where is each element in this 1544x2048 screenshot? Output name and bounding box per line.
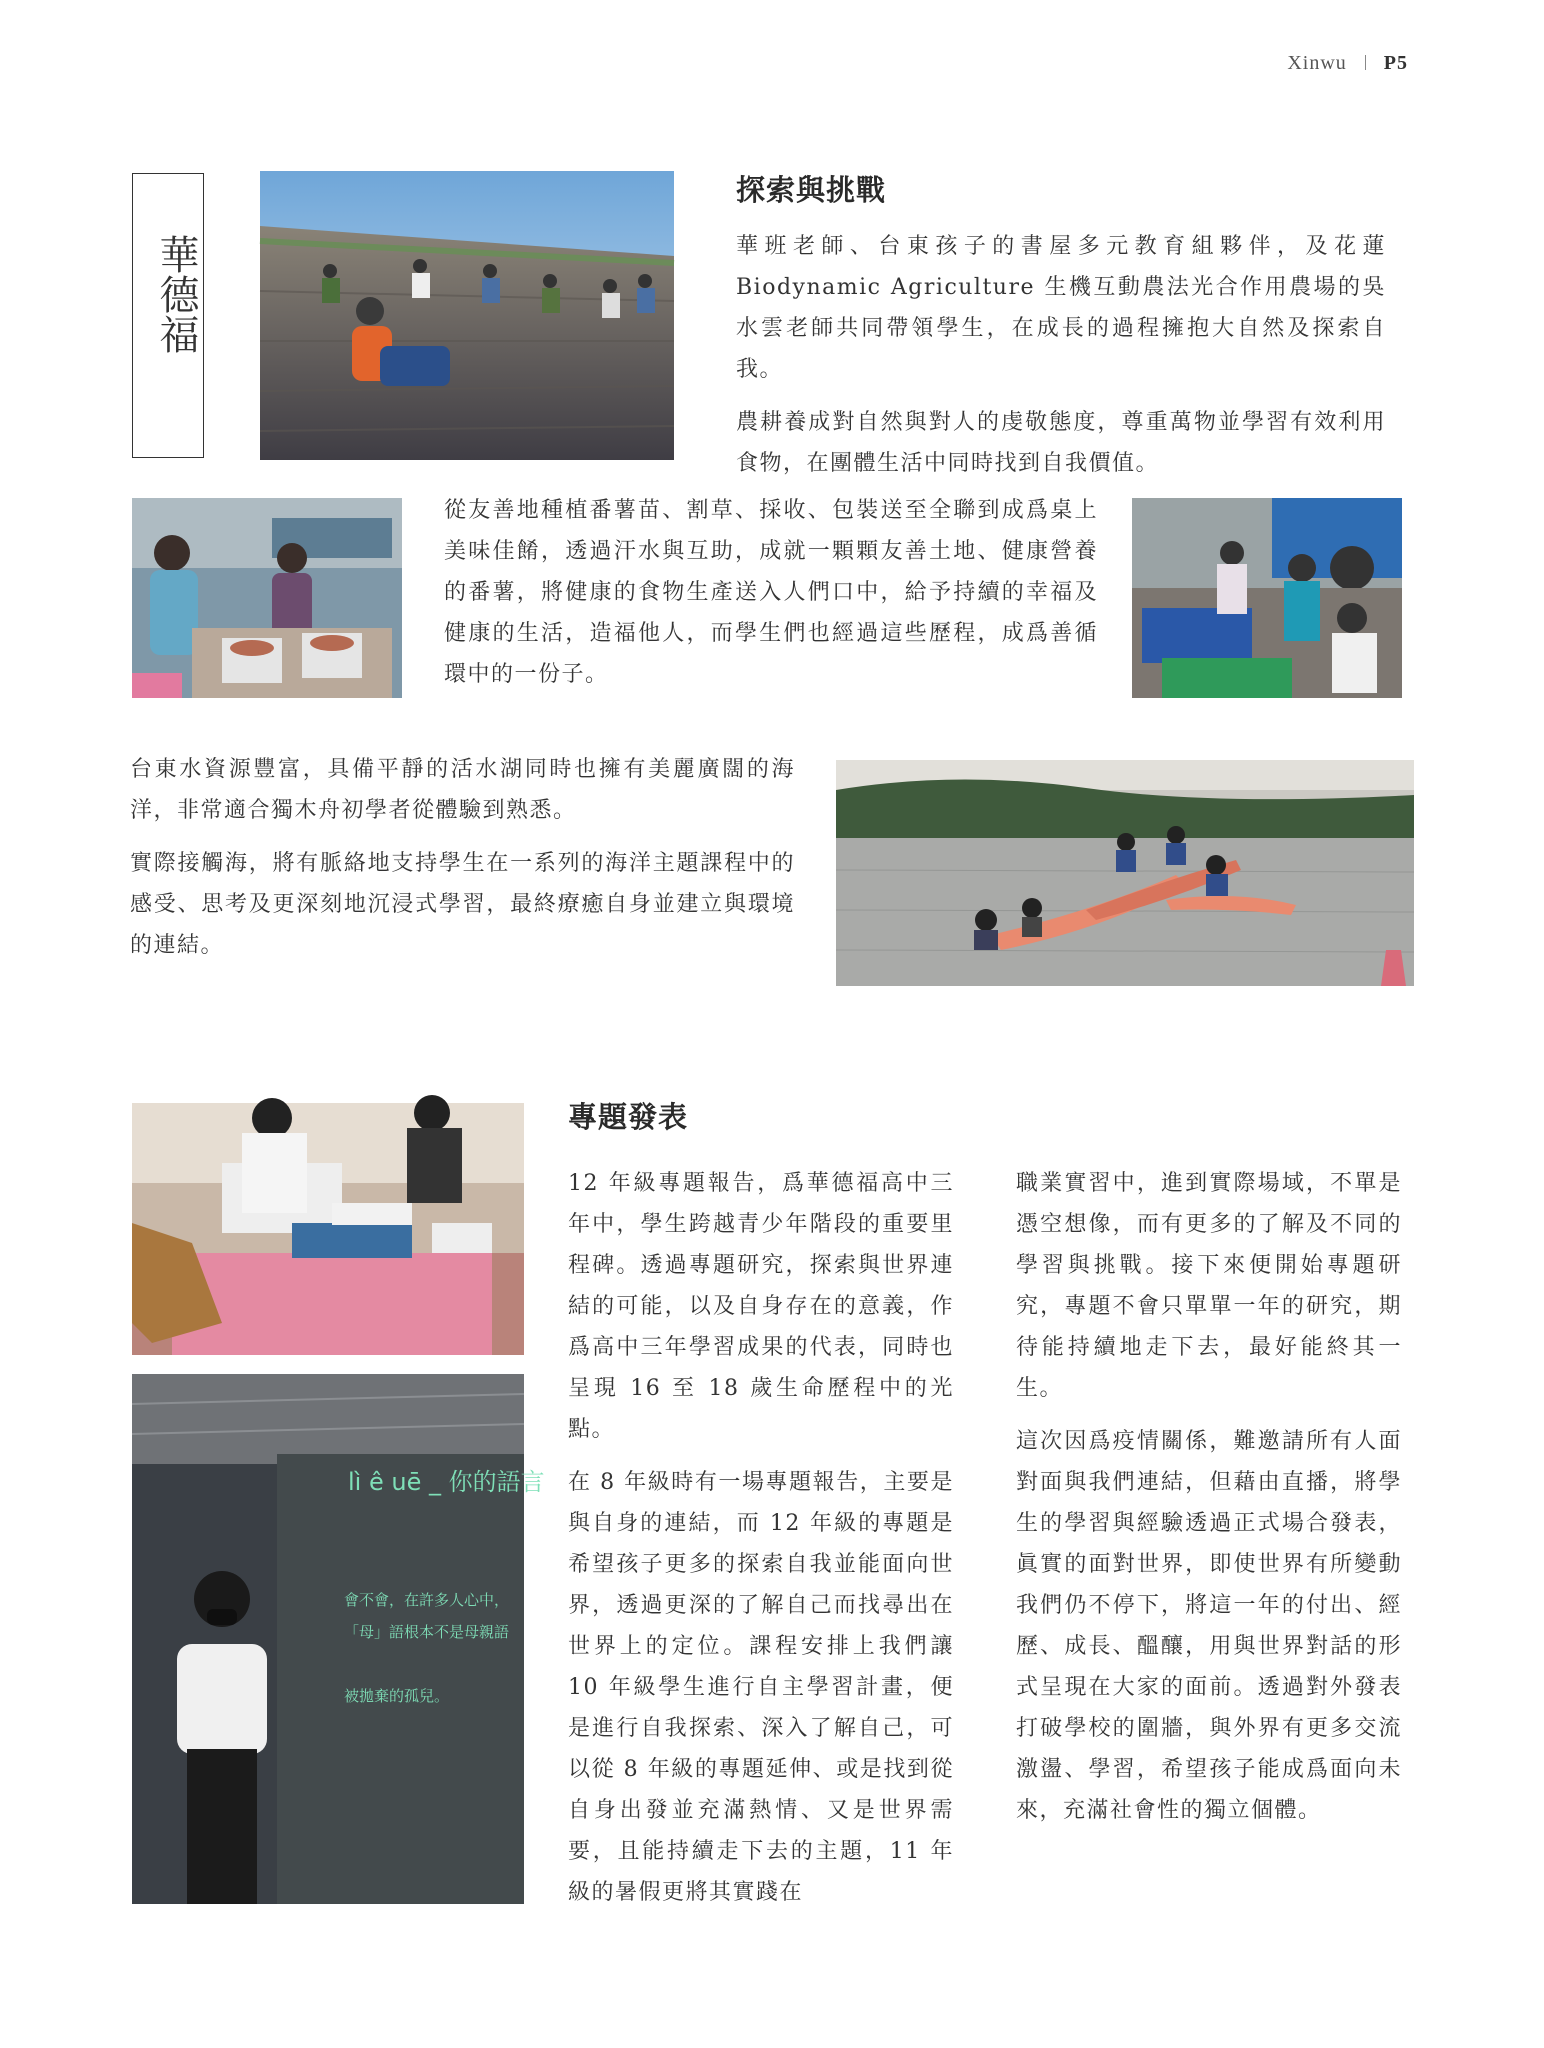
section1-paragraph-2: 農耕養成對自然與對人的虔敬態度，尊重萬物並學習有效利用食物，在團體生活中同時找到自我價值。 [736,410,1386,476]
slide-title: lì ê uē _ 你的語言 [348,1468,545,1496]
slide-text [344,1584,509,1712]
section2-body [444,490,1098,695]
section2-paragraph: 從友善地種植番薯苗、割草、採收、包裝送至全聯到成爲桌上美味佳餚，透過汗水與互助，成就一顆顆友善土地、健康營養的番薯，將健康的食物生產送入人們口中，給予持續的幸福及健康的生活，造福他人，而學生們也經過這些歷程，成爲善循環中的一份子。 [444,498,1098,687]
section1-body [736,226,1386,484]
section-title-explore: 探索與挑戰 [736,173,887,207]
kayaking-photo [836,760,1414,986]
header-divider [1365,55,1366,70]
page-number: P5 [1383,52,1408,74]
farming-field-photo [260,171,674,460]
school-title: 華德福 [153,234,199,354]
section4-column-2 [1016,1163,1402,1831]
school-title-box [132,173,204,458]
section1-paragraph-1: 華班老師、台東孩子的書屋多元教育組夥伴，及花蓮 Biodynamic Agriculture 生機互動農法光合作用農場的吳水雲老師共同帶領學生，在成長的過程擁抱大自然及探索自我。 [736,234,1386,382]
packing-photo [132,498,402,698]
section3-paragraph-1: 台東水資源豐富，具備平靜的活水湖同時也擁有美麗廣闊的海洋，非常適合獨木舟初學者從體驗到熟悉。 [130,757,795,823]
section3-paragraph-2: 實際接觸海，將有脈絡地支持學生在一系列的海洋主題課程中的感受、思考及更深刻地沉浸式學習，最終療癒自身並建立與環境的連結。 [130,851,795,958]
presentation-photo [132,1374,545,1904]
section4-col1-paragraph-2: 在 8 年級時有一場專題報告，主要是與自身的連結，而 12 年級的專題是希望孩子更多的探索自我並能面向世界，透過更深的了解自己而找尋出在世界上的定位。課程安排上我們讓 10 年級學生進行自主學習計畫，便是進行自我探索、深入了解自己，可以從 8 年級的專題延伸、或是找到從自身出發並充滿熱情、又是世界需要，且能持續走下去的主題，11 年級的暑假更將其實踐在 [568,1470,954,1905]
section-title-project: 專題發表 [568,1100,689,1134]
section4-col2-paragraph-1: 職業實習中，進到實際場域，不單是憑空想像，而有更多的了解及不同的學習與挑戰。接下來便開始專題研究，專題不會只單單一年的研究，期待能持續地走下去，最好能終其一生。 [1016,1171,1402,1401]
slide-line-3: 被拋棄的孤兒。 [344,1687,450,1705]
slide-line-1: 會不會，在許多人心中， [344,1591,510,1609]
page-header [1287,52,1408,75]
section4-col1-paragraph-1: 12 年級專題報告，爲華德福高中三年中，學生跨越青少年階段的重要里程碑。透過專題研究，探索與世界連結的可能，以及自身存在的意義，作爲高中三年學習成果的代表，同時也呈現 16 至 18 歲生命歷程中的光點。 [568,1171,954,1442]
exhibition-table-photo [132,1103,524,1355]
harvest-crates-photo [1132,498,1402,698]
section3-body [130,749,795,966]
section4-column-1 [568,1163,954,1913]
slide-line-2: 「母」語根本不是母親語 [344,1623,510,1641]
magazine-name: Xinwu [1287,52,1347,74]
section4-col2-paragraph-2: 這次因爲疫情關係，難邀請所有人面對面與我們連結，但藉由直播，將學生的學習與經驗透過正式場合發表，眞實的面對世界，即使世界有所變動我們仍不停下，將這一年的付出、經歷、成長、醞釀，用與世界對話的形式呈現在大家的面前。透過對外發表打破學校的圍牆，與外界有更多交流激盪、學習，希望孩子能成爲面向未來，充滿社會性的獨立個體。 [1016,1429,1402,1823]
